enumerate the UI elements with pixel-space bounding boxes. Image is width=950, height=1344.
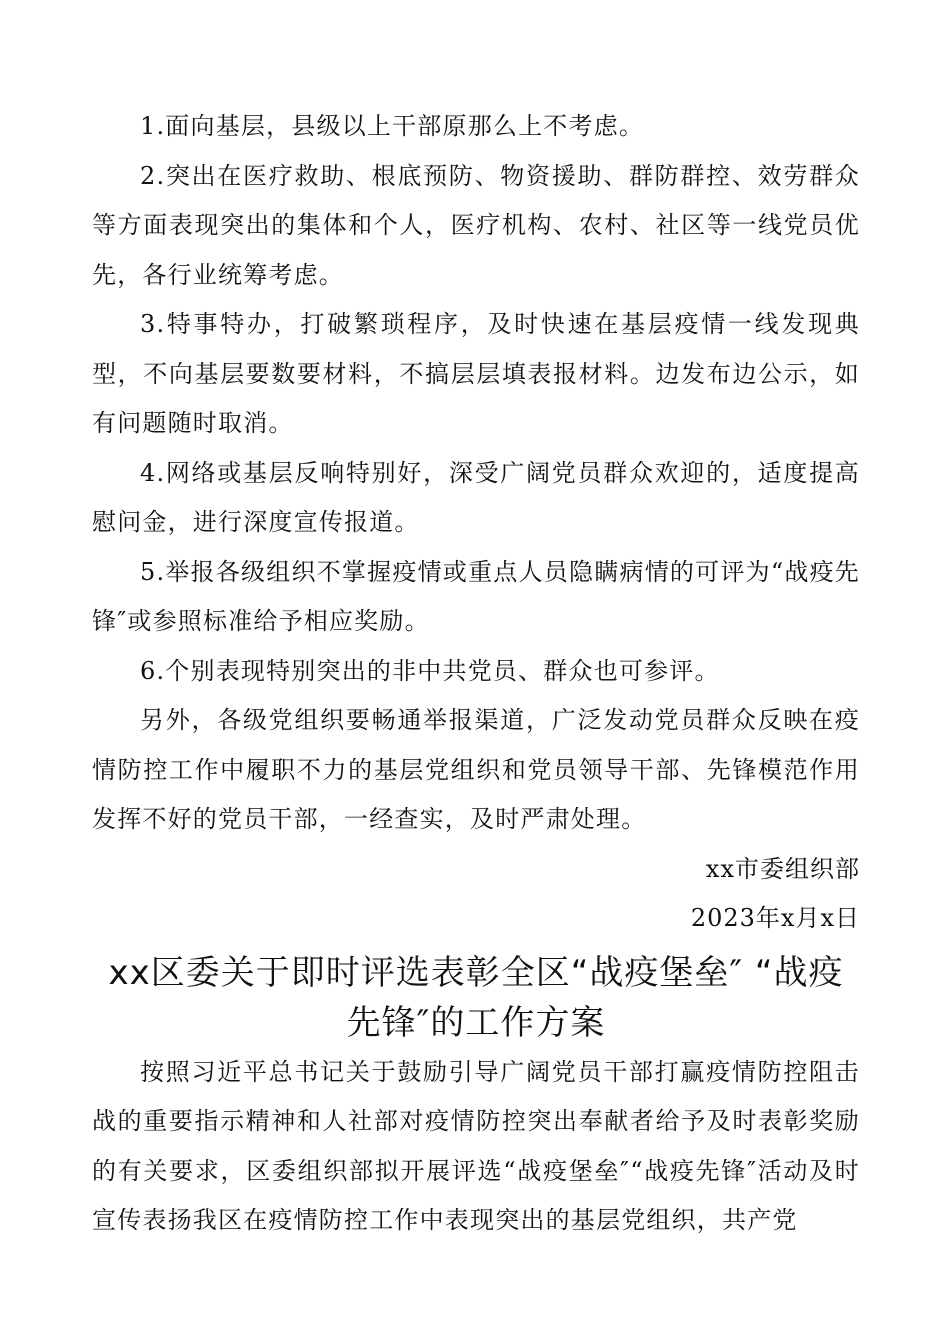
document-title: xx区委关于即时评选表彰全区“战疫堡垒″ “战疫先锋″的工作方案	[108, 952, 844, 1043]
signature-date: 2023年x月x日	[690, 904, 860, 932]
paragraph-item-6: 6.个别表现特别突出的非中共党员、群众也可参评。	[140, 656, 720, 685]
paragraph-item-3: 3.特事特办，打破繁琐程序，及时快速在基层疫情一线发现典型，不向基层要数要材料，不搞层层填表报材料。边发布边公示，如有问题随时取消。	[92, 310, 860, 437]
signature-org: xx市委组织部	[705, 854, 860, 883]
paragraph-item-2: 2.突出在医疗救助、根底预防、物资援助、群防群控、效劳群众等方面表现突出的集体和个人，医疗机构、农村、社区等一线党员优先，各行业统筹考虑。	[92, 161, 860, 289]
paragraph-item-1: 1.面向基层，县级以上干部原那么上不考虑。	[140, 112, 645, 140]
paragraph-intro: 按照习近平总书记关于鼓励引导广阔党员干部打赢疫情防控阻击战的重要指示精神和人社部对疫情防控突出奉献者给予及时表彰奖励的有关要求，区委组织部拟开展评选“战疫堡垒″“战疫先锋″活动及时宣传表扬我区在疫情防控工作中表现突出的基层党组织，共产党	[92, 1057, 860, 1234]
paragraph-additional: 另外，各级党组织要畅通举报渠道，广泛发动党员群众反映在疫情防控工作中履职不力的基层党组织和党员领导干部、先锋模范作用发挥不好的党员干部，一经查实，及时严肃处理。	[92, 706, 860, 833]
paragraph-item-5: 5.举报各级组织不掌握疫情或重点人员隐瞒病情的可评为“战疫先锋″或参照标准给予相应奖励。	[92, 557, 860, 635]
paragraph-item-4: 4.网络或基层反响特别好，深受广阔党员群众欢迎的，适度提高慰问金，进行深度宣传报道。	[92, 458, 860, 536]
document-page	[92, 102, 860, 1246]
